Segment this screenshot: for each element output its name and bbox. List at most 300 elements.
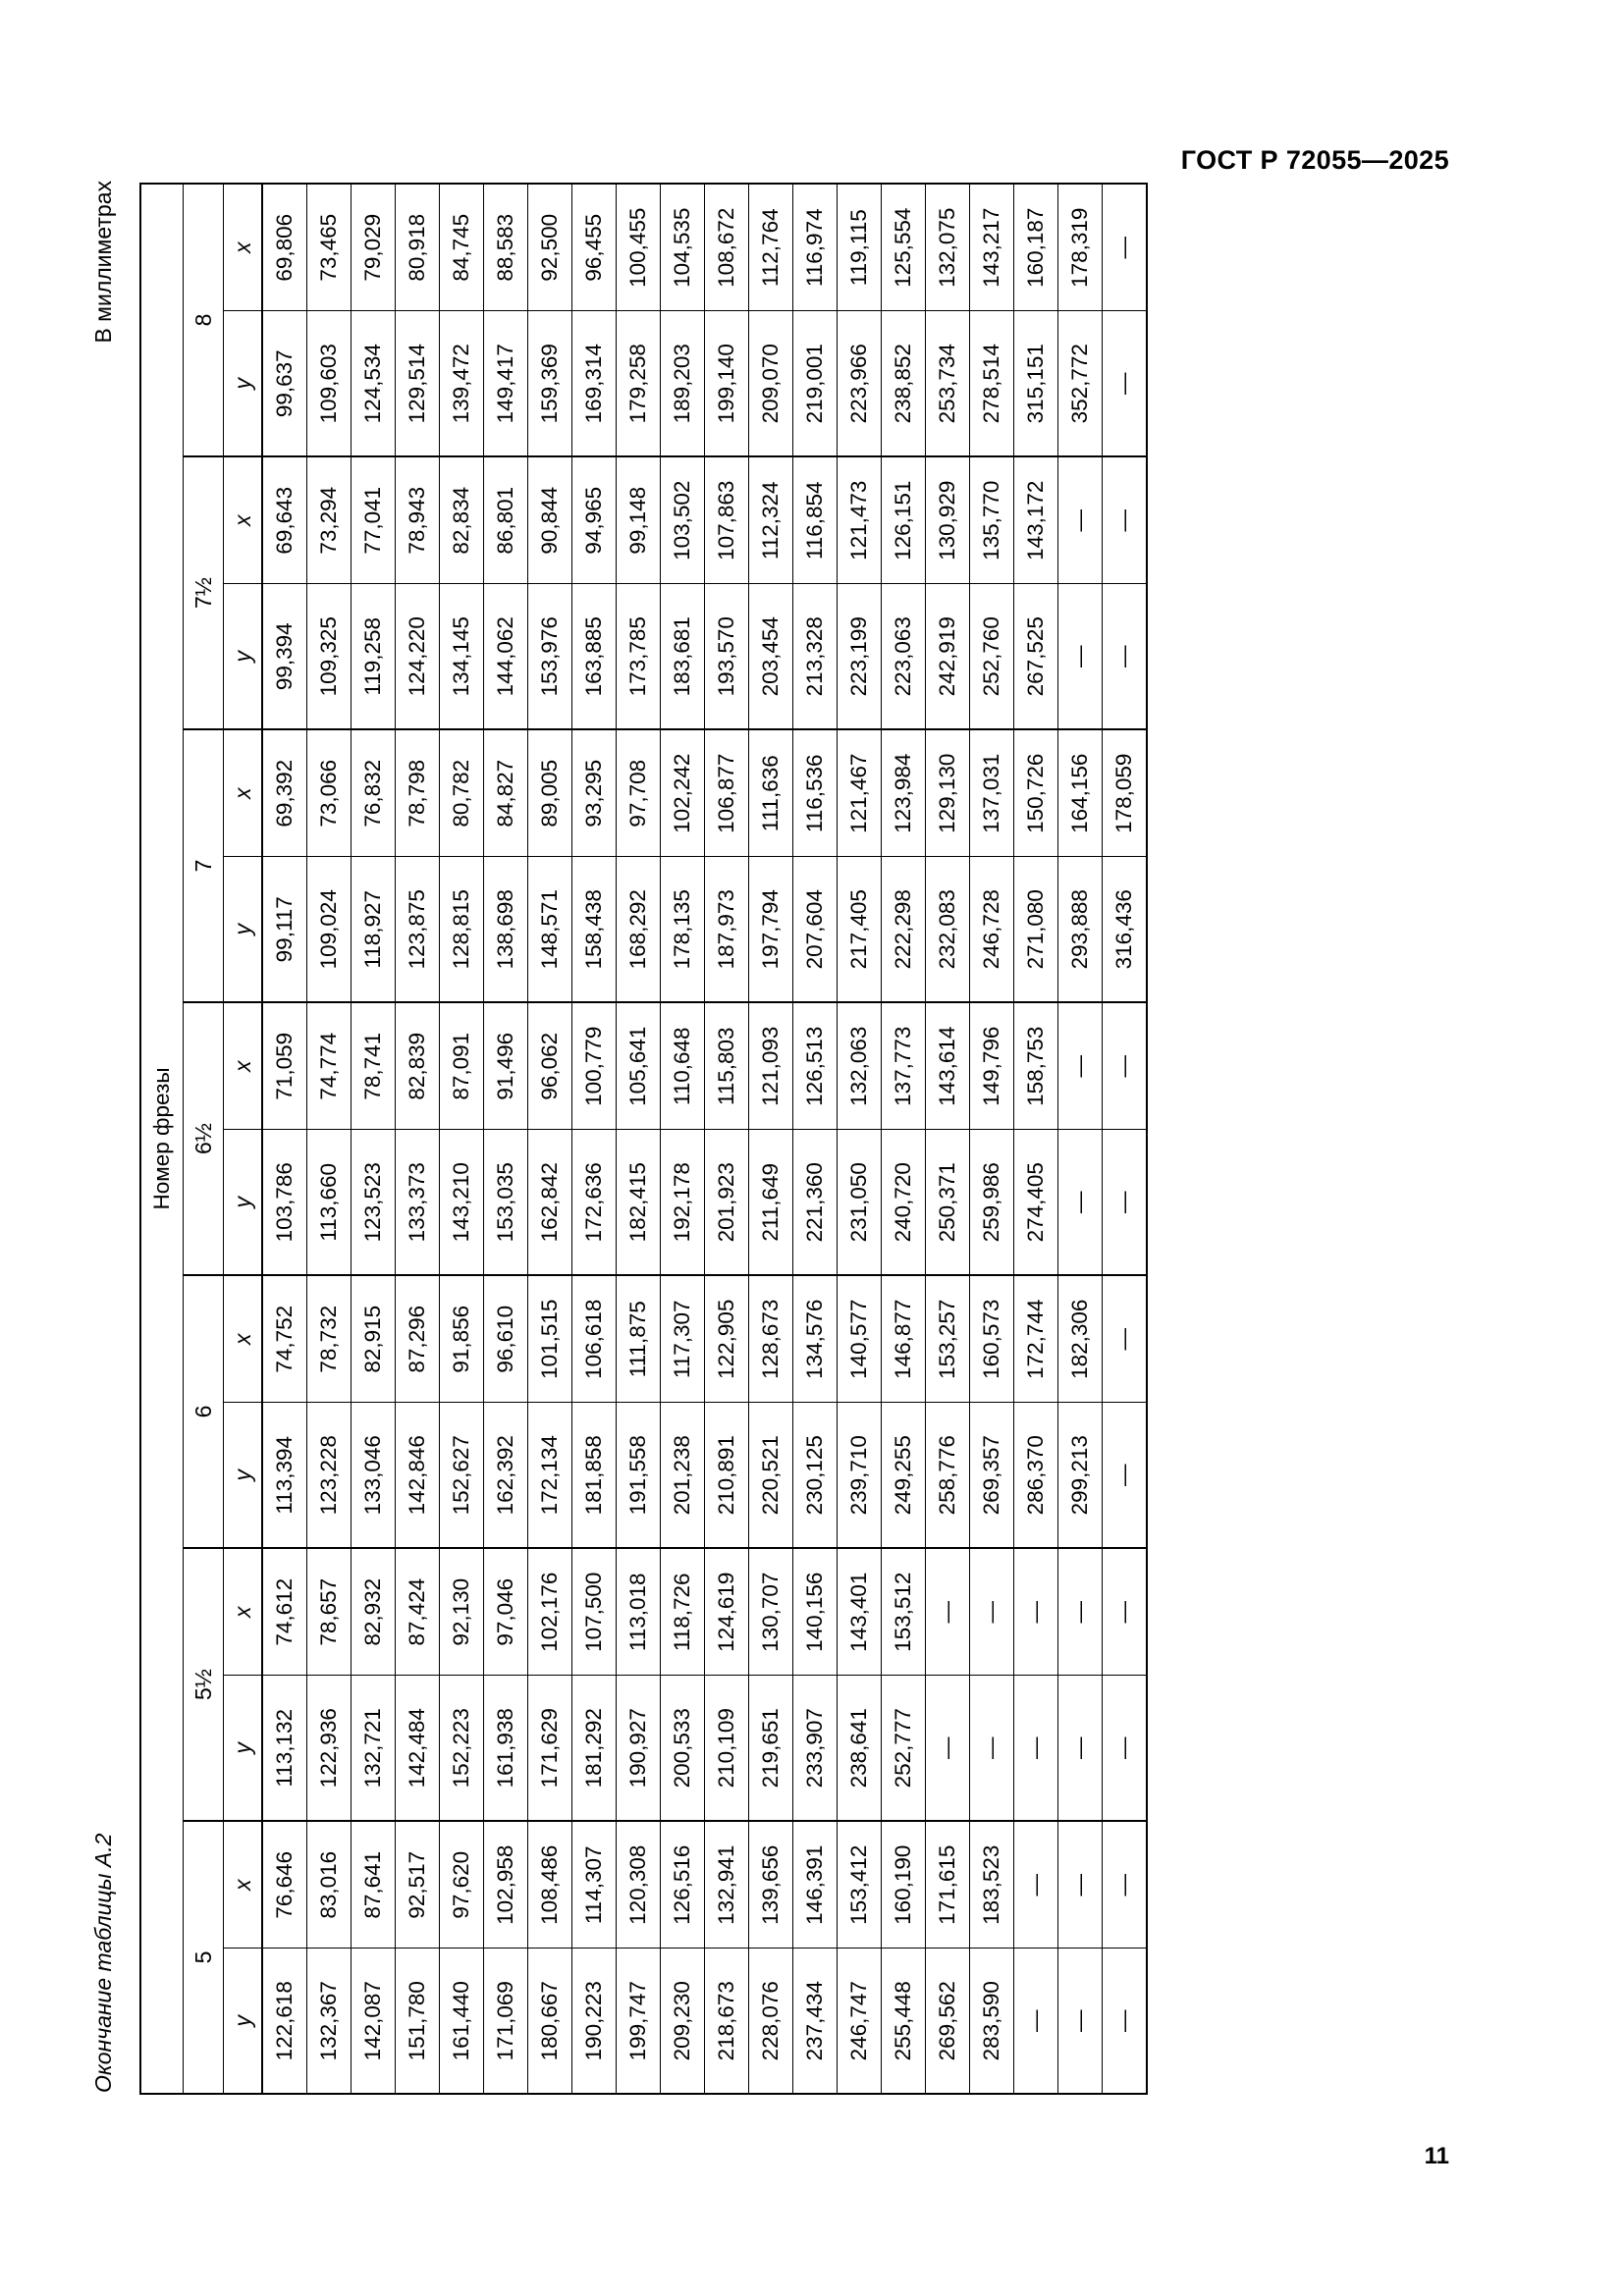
cell-r2-6-half-y: 113,660	[307, 1130, 352, 1275]
cell-r9-5-x: 120,308	[617, 1821, 661, 1949]
cell-r17-7-y: 246,728	[970, 857, 1014, 1002]
cell-r7-8-y: 159,369	[528, 311, 572, 456]
cell-r17-8-x: 143,217	[970, 184, 1014, 311]
cell-r18-7-y: 271,080	[1014, 857, 1058, 1002]
cell-r12-6-half-x: 121,093	[749, 1002, 793, 1130]
cutter-number-6: 6	[184, 1275, 224, 1548]
cell-r2-7-half-x: 73,294	[307, 456, 352, 584]
cell-r1-8-x: 69,806	[262, 184, 307, 311]
cell-r14-6-half-x: 132,063	[838, 1002, 882, 1130]
cell-r18-6-y: 286,370	[1014, 1403, 1058, 1548]
cell-r8-5-half-x: 107,500	[572, 1548, 617, 1676]
cell-r20-6-y: —	[1103, 1403, 1148, 1548]
cell-r8-7-half-y: 163,885	[572, 584, 617, 729]
cell-r4-7-half-y: 124,220	[396, 584, 440, 729]
cell-r18-8-x: 160,187	[1014, 184, 1058, 311]
table-row	[661, 184, 705, 2094]
cell-r20-8-x: —	[1103, 184, 1148, 311]
cell-r16-6-x: 153,257	[926, 1275, 970, 1403]
cell-r4-8-x: 80,918	[396, 184, 440, 311]
cell-r20-6-half-x: —	[1103, 1002, 1148, 1130]
cell-r9-7-x: 97,708	[617, 729, 661, 857]
cell-r17-5-half-y: —	[970, 1676, 1014, 1821]
cell-r16-6-y: 258,776	[926, 1403, 970, 1548]
cell-r9-8-y: 179,258	[617, 311, 661, 456]
cell-r12-5-y: 228,076	[749, 1949, 793, 2094]
subcol-65-x: x	[224, 1002, 263, 1130]
cell-r4-5-half-x: 87,424	[396, 1548, 440, 1676]
cell-r3-5-half-x: 82,932	[352, 1548, 396, 1676]
cell-r18-8-y: 315,151	[1014, 311, 1058, 456]
cell-r18-5-y: —	[1014, 1949, 1058, 2094]
cell-r19-5-y: —	[1058, 1949, 1103, 2094]
group-header-label: Номер фрезы	[140, 184, 184, 2094]
cell-r2-6-y: 123,228	[307, 1403, 352, 1548]
cell-r19-5-half-x: —	[1058, 1548, 1103, 1676]
cell-r11-5-x: 132,941	[705, 1821, 749, 1949]
cell-r13-8-y: 219,001	[793, 311, 838, 456]
cell-r2-7-y: 109,024	[307, 857, 352, 1002]
cell-r18-6-half-x: 158,753	[1014, 1002, 1058, 1130]
cell-r13-8-x: 116,974	[793, 184, 838, 311]
cutter-coordinates-table	[139, 183, 1148, 2095]
cell-r2-6-x: 78,732	[307, 1275, 352, 1403]
cell-r10-6-x: 117,307	[661, 1275, 705, 1403]
subcol-8-x: x	[224, 184, 263, 311]
cell-r12-6-half-y: 211,649	[749, 1130, 793, 1275]
cell-r3-8-x: 79,029	[352, 184, 396, 311]
cell-r6-8-y: 149,417	[484, 311, 528, 456]
cell-r17-6-y: 269,357	[970, 1403, 1014, 1548]
cell-r2-7-half-y: 109,325	[307, 584, 352, 729]
cell-r12-7-x: 111,636	[749, 729, 793, 857]
cell-r5-5-half-y: 152,223	[440, 1676, 484, 1821]
cell-r10-7-half-x: 103,502	[661, 456, 705, 584]
cell-r9-6-half-y: 182,415	[617, 1130, 661, 1275]
cell-r6-7-half-y: 144,062	[484, 584, 528, 729]
cell-r17-6-half-x: 149,796	[970, 1002, 1014, 1130]
cell-r14-7-y: 217,405	[838, 857, 882, 1002]
cell-r14-7-half-x: 121,473	[838, 456, 882, 584]
cell-r15-7-x: 123,984	[882, 729, 926, 857]
cell-r11-7-half-x: 107,863	[705, 456, 749, 584]
cell-r1-7-half-x: 69,643	[262, 456, 307, 584]
cell-r10-5-half-y: 200,533	[661, 1676, 705, 1821]
cell-r11-7-half-y: 193,570	[705, 584, 749, 729]
cell-r7-7-half-y: 153,976	[528, 584, 572, 729]
cutter-number-5: 5	[184, 1821, 224, 2094]
cell-r8-6-x: 106,618	[572, 1275, 617, 1403]
cell-r3-5-x: 87,641	[352, 1821, 396, 1949]
cell-r2-8-y: 109,603	[307, 311, 352, 456]
cell-r3-7-y: 118,927	[352, 857, 396, 1002]
cell-r11-6-y: 210,891	[705, 1403, 749, 1548]
cell-r10-6-y: 201,238	[661, 1403, 705, 1548]
cell-r4-6-x: 87,296	[396, 1275, 440, 1403]
cell-r16-8-x: 132,075	[926, 184, 970, 311]
subcol-6-y: y	[224, 1403, 263, 1548]
table-row	[440, 184, 484, 2094]
cell-r6-8-x: 88,583	[484, 184, 528, 311]
table-caption: Окончание таблицы А.2	[90, 1833, 116, 2093]
subcol-8-y: y	[224, 311, 263, 456]
table-row	[1058, 184, 1103, 2094]
units-note: В миллиметрах	[90, 181, 116, 344]
cell-r18-5-half-x: —	[1014, 1548, 1058, 1676]
cell-r3-5-half-y: 132,721	[352, 1676, 396, 1821]
cell-r5-6-half-x: 87,091	[440, 1002, 484, 1130]
cell-r20-5-half-y: —	[1103, 1676, 1148, 1821]
cell-r11-6-half-y: 201,923	[705, 1130, 749, 1275]
cell-r15-6-x: 146,877	[882, 1275, 926, 1403]
cell-r5-7-x: 80,782	[440, 729, 484, 857]
cell-r19-8-y: 352,772	[1058, 311, 1103, 456]
table-row	[1014, 184, 1058, 2094]
table-row	[926, 184, 970, 2094]
cell-r5-5-half-x: 92,130	[440, 1548, 484, 1676]
cell-r4-6-half-x: 82,839	[396, 1002, 440, 1130]
cell-r12-8-x: 112,764	[749, 184, 793, 311]
cell-r6-6-y: 162,392	[484, 1403, 528, 1548]
cell-r19-6-half-x: —	[1058, 1002, 1103, 1130]
cell-r9-6-half-x: 105,641	[617, 1002, 661, 1130]
cell-r3-6-y: 133,046	[352, 1403, 396, 1548]
cell-r2-5-half-y: 122,936	[307, 1676, 352, 1821]
cell-r9-7-half-x: 99,148	[617, 456, 661, 584]
cell-r10-7-half-y: 183,681	[661, 584, 705, 729]
cell-r6-5-half-x: 97,046	[484, 1548, 528, 1676]
cell-r5-5-x: 97,620	[440, 1821, 484, 1949]
cell-r1-7-half-y: 99,394	[262, 584, 307, 729]
cell-r5-8-y: 139,472	[440, 311, 484, 456]
cell-r4-6-half-y: 133,373	[396, 1130, 440, 1275]
cell-r13-7-half-x: 116,854	[793, 456, 838, 584]
cell-r9-6-x: 111,875	[617, 1275, 661, 1403]
cell-r1-6-x: 74,752	[262, 1275, 307, 1403]
subcol-75-x: x	[224, 456, 263, 584]
cell-r7-6-half-y: 162,842	[528, 1130, 572, 1275]
subcol-6-x: x	[224, 1275, 263, 1403]
cell-r13-7-half-y: 213,328	[793, 584, 838, 729]
cell-r19-7-half-y: —	[1058, 584, 1103, 729]
cell-r17-5-y: 283,590	[970, 1949, 1014, 2094]
cell-r4-7-y: 123,875	[396, 857, 440, 1002]
cell-r18-6-x: 172,744	[1014, 1275, 1058, 1403]
cell-r16-5-y: 269,562	[926, 1949, 970, 2094]
subcol-5-y: y	[224, 1949, 263, 2094]
cell-r1-5-x: 76,646	[262, 1821, 307, 1949]
cell-r6-7-y: 138,698	[484, 857, 528, 1002]
cell-r19-6-x: 182,306	[1058, 1275, 1103, 1403]
cell-r5-5-y: 161,440	[440, 1949, 484, 2094]
cell-r9-6-y: 191,558	[617, 1403, 661, 1548]
cell-r5-6-x: 91,856	[440, 1275, 484, 1403]
cell-r11-7-x: 106,877	[705, 729, 749, 857]
cell-r19-6-half-y: —	[1058, 1130, 1103, 1275]
cell-r14-5-y: 246,747	[838, 1949, 882, 2094]
cell-r16-5-half-x: —	[926, 1548, 970, 1676]
page-number: 11	[1424, 2143, 1449, 2169]
table-row	[882, 184, 926, 2094]
table-body	[262, 184, 1147, 2094]
cell-r11-5-y: 218,673	[705, 1949, 749, 2094]
cell-r17-7-half-y: 252,760	[970, 584, 1014, 729]
cell-r6-5-half-y: 161,938	[484, 1676, 528, 1821]
table-row	[793, 184, 838, 2094]
cell-r15-6-half-x: 137,773	[882, 1002, 926, 1130]
cell-r3-6-half-y: 123,523	[352, 1130, 396, 1275]
subcol-55-x: x	[224, 1548, 263, 1676]
cell-r5-6-y: 152,627	[440, 1403, 484, 1548]
subcolumn-row	[224, 184, 263, 2094]
cutter-number-7: 7	[184, 729, 224, 1002]
cell-r15-7-half-y: 223,063	[882, 584, 926, 729]
cell-r10-6-half-x: 110,648	[661, 1002, 705, 1130]
cell-r11-5-half-y: 210,109	[705, 1676, 749, 1821]
cell-r2-5-x: 83,016	[307, 1821, 352, 1949]
cell-r7-8-x: 92,500	[528, 184, 572, 311]
cell-r9-5-half-x: 113,018	[617, 1548, 661, 1676]
standard-code-header: ГОСТ Р 72055—2025	[1180, 145, 1449, 175]
cell-r14-8-x: 119,115	[838, 184, 882, 311]
cell-r17-6-x: 160,573	[970, 1275, 1014, 1403]
cell-r1-8-y: 99,637	[262, 311, 307, 456]
cell-r14-6-half-y: 231,050	[838, 1130, 882, 1275]
cell-r5-7-half-y: 134,145	[440, 584, 484, 729]
cell-r3-7-half-y: 119,258	[352, 584, 396, 729]
cell-r3-8-y: 124,534	[352, 311, 396, 456]
cell-r1-7-y: 99,117	[262, 857, 307, 1002]
cell-r5-7-half-x: 82,834	[440, 456, 484, 584]
cell-r13-5-y: 237,434	[793, 1949, 838, 2094]
cell-r19-5-x: —	[1058, 1821, 1103, 1949]
cell-r8-6-half-x: 100,779	[572, 1002, 617, 1130]
cell-r15-5-y: 255,448	[882, 1949, 926, 2094]
cell-r10-8-y: 189,203	[661, 311, 705, 456]
cell-r14-5-half-x: 143,401	[838, 1548, 882, 1676]
cell-r10-7-x: 102,242	[661, 729, 705, 857]
cell-r12-7-half-y: 203,454	[749, 584, 793, 729]
cell-r17-6-half-y: 259,986	[970, 1130, 1014, 1275]
cell-r13-5-half-y: 233,907	[793, 1676, 838, 1821]
cell-r5-8-x: 84,745	[440, 184, 484, 311]
cutter-number-6-half: 6½	[184, 1002, 224, 1275]
cell-r15-5-half-y: 252,777	[882, 1676, 926, 1821]
cell-r12-5-half-x: 130,707	[749, 1548, 793, 1676]
cell-r14-8-y: 223,966	[838, 311, 882, 456]
cell-r20-6-x: —	[1103, 1275, 1148, 1403]
table-row	[307, 184, 352, 2094]
cell-r17-7-half-x: 135,770	[970, 456, 1014, 584]
cell-r12-5-x: 139,656	[749, 1821, 793, 1949]
cell-r10-8-x: 104,535	[661, 184, 705, 311]
cell-r12-7-y: 197,794	[749, 857, 793, 1002]
cell-r3-7-x: 76,832	[352, 729, 396, 857]
cell-r20-6-half-y: —	[1103, 1130, 1148, 1275]
cell-r18-5-x: —	[1014, 1821, 1058, 1949]
cell-r8-5-y: 190,223	[572, 1949, 617, 2094]
cell-r7-7-y: 148,571	[528, 857, 572, 1002]
cell-r19-7-half-x: —	[1058, 456, 1103, 584]
cell-r19-7-y: 293,888	[1058, 857, 1103, 1002]
cell-r18-7-half-y: 267,525	[1014, 584, 1058, 729]
cell-r11-6-half-x: 115,803	[705, 1002, 749, 1130]
cell-r8-7-y: 158,438	[572, 857, 617, 1002]
cell-r17-5-x: 183,523	[970, 1821, 1014, 1949]
cell-r6-6-x: 96,610	[484, 1275, 528, 1403]
cell-r7-5-x: 108,486	[528, 1821, 572, 1949]
table-row	[749, 184, 793, 2094]
cell-r4-8-y: 129,514	[396, 311, 440, 456]
cell-r8-6-half-y: 172,636	[572, 1130, 617, 1275]
cell-r8-8-y: 169,314	[572, 311, 617, 456]
cell-r2-7-x: 73,066	[307, 729, 352, 857]
cell-r10-5-x: 126,516	[661, 1821, 705, 1949]
rotated-table-stage	[90, 179, 1455, 2095]
subcol-7-y: y	[224, 857, 263, 1002]
cell-r1-6-half-y: 103,786	[262, 1130, 307, 1275]
cell-r13-6-x: 134,576	[793, 1275, 838, 1403]
cell-r12-5-half-y: 219,651	[749, 1676, 793, 1821]
cell-r6-5-y: 171,069	[484, 1949, 528, 2094]
cell-r8-6-y: 181,858	[572, 1403, 617, 1548]
cell-r16-5-half-y: —	[926, 1676, 970, 1821]
cell-r6-6-half-y: 153,035	[484, 1130, 528, 1275]
cell-r4-5-y: 151,780	[396, 1949, 440, 2094]
cell-r4-5-x: 92,517	[396, 1821, 440, 1949]
cell-r8-7-x: 93,295	[572, 729, 617, 857]
cell-r11-7-y: 187,973	[705, 857, 749, 1002]
cutter-number-7-half: 7½	[184, 456, 224, 729]
cell-r14-5-half-y: 238,641	[838, 1676, 882, 1821]
cell-r14-7-x: 121,467	[838, 729, 882, 857]
cell-r7-5-half-x: 102,176	[528, 1548, 572, 1676]
cell-r6-7-x: 84,827	[484, 729, 528, 857]
cell-r15-7-half-x: 126,151	[882, 456, 926, 584]
cell-r12-6-x: 128,673	[749, 1275, 793, 1403]
cell-r18-7-x: 150,726	[1014, 729, 1058, 857]
cell-r20-5-y: —	[1103, 1949, 1148, 2094]
subcol-75-y: y	[224, 584, 263, 729]
cell-r13-6-half-x: 126,513	[793, 1002, 838, 1130]
cell-r16-8-y: 253,734	[926, 311, 970, 456]
cell-r6-6-half-x: 91,496	[484, 1002, 528, 1130]
cell-r10-6-half-y: 192,178	[661, 1130, 705, 1275]
cell-r15-5-x: 160,190	[882, 1821, 926, 1949]
cell-r1-6-y: 113,394	[262, 1403, 307, 1548]
cell-r4-5-half-y: 142,484	[396, 1676, 440, 1821]
cell-r2-5-y: 132,367	[307, 1949, 352, 2094]
cell-r1-7-x: 69,392	[262, 729, 307, 857]
cell-r15-6-y: 249,255	[882, 1403, 926, 1548]
cell-r15-7-y: 222,298	[882, 857, 926, 1002]
caption-row	[90, 179, 135, 2095]
table-row	[572, 184, 617, 2094]
subcol-5-x: x	[224, 1821, 263, 1949]
cutter-number-row	[184, 184, 224, 2094]
cell-r17-5-half-x: —	[970, 1548, 1014, 1676]
cell-r15-8-y: 238,852	[882, 311, 926, 456]
cell-r1-6-half-x: 71,059	[262, 1002, 307, 1130]
cell-r8-5-x: 114,307	[572, 1821, 617, 1949]
table-row	[970, 184, 1014, 2094]
cell-r16-6-half-y: 250,371	[926, 1130, 970, 1275]
cell-r16-7-half-x: 130,929	[926, 456, 970, 584]
cell-r20-7-y: 316,436	[1103, 857, 1148, 1002]
cell-r14-6-y: 239,710	[838, 1403, 882, 1548]
cell-r7-5-y: 180,667	[528, 1949, 572, 2094]
cell-r7-7-x: 89,005	[528, 729, 572, 857]
cell-r11-5-half-x: 124,619	[705, 1548, 749, 1676]
cell-r8-5-half-y: 181,292	[572, 1676, 617, 1821]
cell-r7-7-half-x: 90,844	[528, 456, 572, 584]
cell-r19-6-y: 299,213	[1058, 1403, 1103, 1548]
cell-r20-7-half-y: —	[1103, 584, 1148, 729]
cell-r5-6-half-y: 143,210	[440, 1130, 484, 1275]
cell-r13-6-half-y: 221,360	[793, 1130, 838, 1275]
cell-r3-7-half-x: 77,041	[352, 456, 396, 584]
table-row	[352, 184, 396, 2094]
cell-r11-6-x: 122,905	[705, 1275, 749, 1403]
cell-r18-7-half-x: 143,172	[1014, 456, 1058, 584]
cell-r14-6-x: 140,577	[838, 1275, 882, 1403]
subcol-65-y: y	[224, 1130, 263, 1275]
cell-r20-8-y: —	[1103, 311, 1148, 456]
cell-r2-6-half-x: 74,774	[307, 1002, 352, 1130]
cell-r18-5-half-y: —	[1014, 1676, 1058, 1821]
cell-r3-6-x: 82,915	[352, 1275, 396, 1403]
cell-r8-7-half-x: 94,965	[572, 456, 617, 584]
cell-r6-5-x: 102,958	[484, 1821, 528, 1949]
cell-r15-6-half-y: 240,720	[882, 1130, 926, 1275]
table-row	[617, 184, 661, 2094]
cell-r20-5-x: —	[1103, 1821, 1148, 1949]
cell-r8-8-x: 96,455	[572, 184, 617, 311]
cell-r19-7-x: 164,156	[1058, 729, 1103, 857]
cell-r19-5-half-y: —	[1058, 1676, 1103, 1821]
table-row	[1103, 184, 1148, 2094]
table-row	[705, 184, 749, 2094]
cell-r4-7-half-x: 78,943	[396, 456, 440, 584]
cell-r15-5-half-x: 153,512	[882, 1548, 926, 1676]
cell-r16-5-x: 171,615	[926, 1821, 970, 1949]
cell-r13-6-y: 230,125	[793, 1403, 838, 1548]
cell-r1-5-half-x: 74,612	[262, 1548, 307, 1676]
cell-r4-7-x: 78,798	[396, 729, 440, 857]
group-title-row	[140, 184, 184, 2094]
cell-r13-7-y: 207,604	[793, 857, 838, 1002]
cell-r1-5-half-y: 113,132	[262, 1676, 307, 1821]
cell-r10-5-y: 209,230	[661, 1949, 705, 2094]
table-head	[140, 184, 262, 2094]
cell-r9-7-y: 168,292	[617, 857, 661, 1002]
cell-r14-5-x: 153,412	[838, 1821, 882, 1949]
cell-r11-8-x: 108,672	[705, 184, 749, 311]
cell-r9-8-x: 100,455	[617, 184, 661, 311]
cell-r4-6-y: 142,846	[396, 1403, 440, 1548]
table-row	[838, 184, 882, 2094]
cutter-number-8: 8	[184, 184, 224, 456]
cell-r16-6-half-x: 143,614	[926, 1002, 970, 1130]
cell-r10-7-y: 178,135	[661, 857, 705, 1002]
subcol-7-x: x	[224, 729, 263, 857]
cell-r7-6-half-x: 96,062	[528, 1002, 572, 1130]
cell-r12-8-y: 209,070	[749, 311, 793, 456]
table-row	[528, 184, 572, 2094]
cell-r9-7-half-y: 173,785	[617, 584, 661, 729]
cutter-number-5-half: 5½	[184, 1548, 224, 1821]
cell-r9-5-y: 199,747	[617, 1949, 661, 2094]
